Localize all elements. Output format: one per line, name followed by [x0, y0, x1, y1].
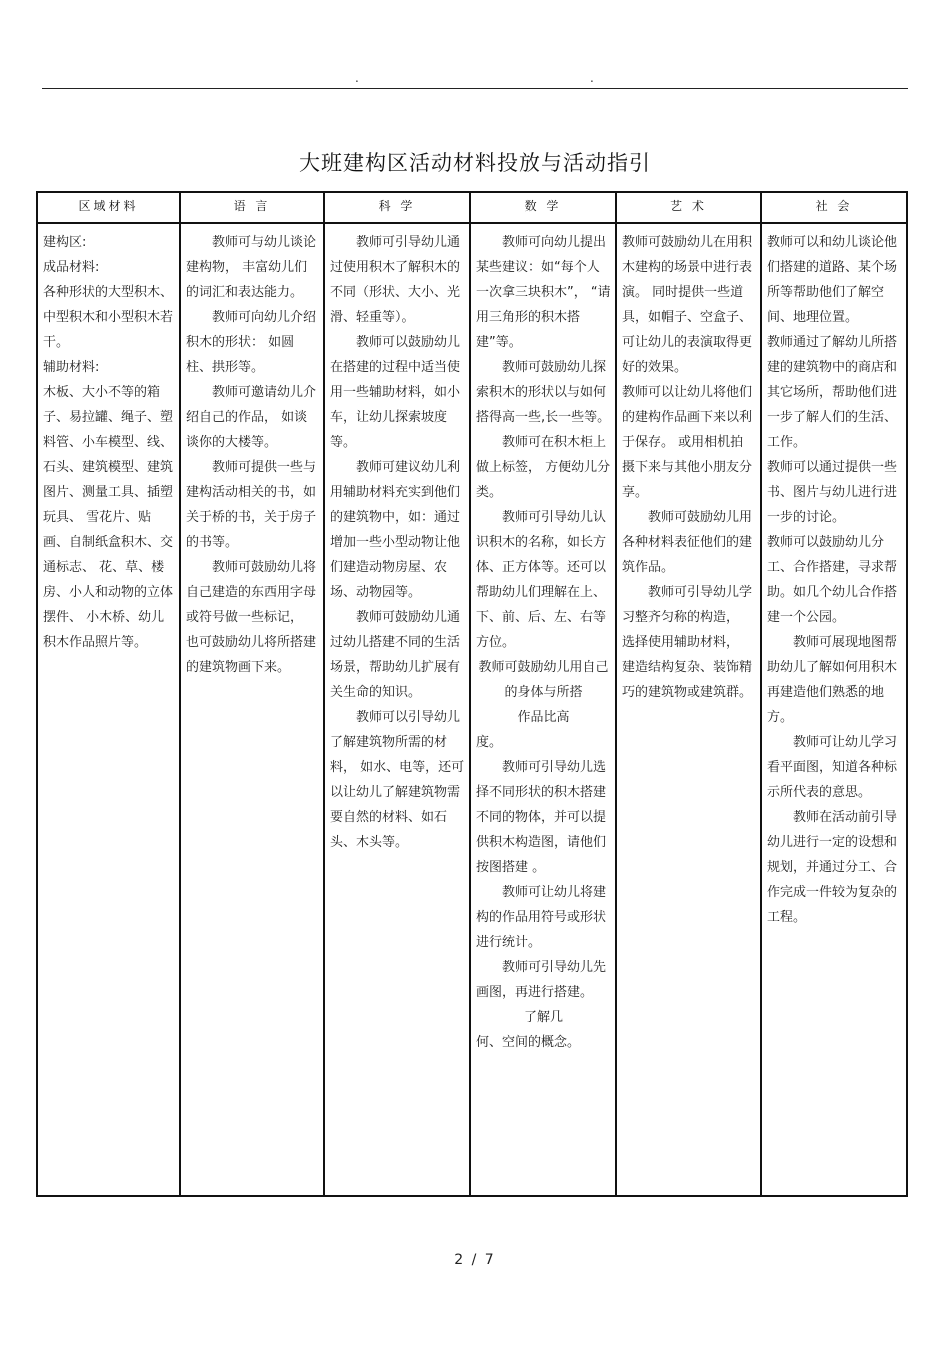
cell-paragraph: 各种形状的大型积木、中型积木和小型积木若干。 — [43, 285, 174, 350]
header-cell-materials: 区域材料 — [37, 192, 180, 223]
cell-paragraph: 教师可以让幼儿将他们的建构作品画下来以利于保存。 或用相机拍摄下来与其他小朋友分享。 — [622, 385, 753, 500]
header-cell-society: 社 会 — [761, 192, 907, 223]
cell-paragraph: 教师可与幼儿谈论建构物， 丰富幼儿们的词汇和表达能力。 — [186, 235, 317, 300]
header-cell-math: 数 学 — [470, 192, 616, 223]
table-row — [37, 223, 907, 1196]
cell-paragraph: 教师可鼓励幼儿探索积木的形状以与如何搭得高一些,长一些等。 — [476, 360, 611, 425]
cell-paragraph: 教师可以和幼儿谈论他们搭建的道路、某个场所等帮助他们了解空间、地理位置。 — [767, 235, 898, 325]
document-title: 大班建构区活动材料投放与活动指引 — [299, 151, 651, 175]
cell-paragraph: 教师可引导幼儿通过使用积木了解积木的不同（形状、大小、光滑、轻重等）。 — [330, 235, 461, 325]
cell-paragraph: 教师可鼓励幼儿用各种材料表征他们的建筑作品。 — [622, 510, 753, 575]
cell-paragraph: 教师可鼓励幼儿将自己建造的东西用字母或符号做一些标记， 也可鼓励幼儿将所搭建的建筑物画下来。 — [186, 560, 317, 675]
table-header-row — [37, 192, 907, 223]
column-language — [181, 224, 323, 680]
cell-paragraph: 教师可以鼓励幼儿分工、合作搭建，寻求帮助。如几个幼儿合作搭建一个公园。 — [767, 535, 898, 625]
cell-paragraph: 教师可提供一些与建构活动相关的书，如关于桥的书，关于房子的书等。 — [186, 460, 317, 550]
cell-paragraph: 教师通过了解幼儿所搭建的建筑物中的商店和其它场所，帮助他们进一步了解人们的生活、 工作。 — [767, 335, 898, 450]
cell-paragraph: 何、空间的概念。 — [476, 1035, 581, 1050]
cell-paragraph: 教师可让幼儿将建构的作品用符号或形状进行统计。 — [476, 885, 607, 950]
column-math — [471, 224, 615, 1055]
cell-paragraph: 教师可引导幼儿认识积木的名称，如长方体、正方体等。还可以帮助幼儿们理解在上、下、前、后、左、右等方位。 — [476, 510, 607, 650]
activity-table — [36, 191, 908, 1197]
header-rule — [42, 88, 908, 89]
column-science — [325, 224, 469, 855]
cell-paragraph: 建构区: — [43, 235, 87, 250]
cell-paragraph: 教师可建议幼儿利用辅助材料充实到他们的建筑物中，如：通过增加一些小型动物让他们建造动物房屋、农场、动物园等。 — [330, 460, 461, 600]
column-society — [762, 224, 906, 930]
header-cell-science: 科 学 — [324, 192, 470, 223]
cell-paragraph: 教师可引导幼儿选择不同形状的积木搭建不同的物体，并可以提供积木构造图，请他们按图搭建 。 — [476, 760, 607, 875]
cell-paragraph: 木板、大小不等的箱子、易拉罐、绳子、塑料管、小车模型、线、石头、建筑模型、建筑图片、测量工具、插塑玩具、 雪花片、贴画、自制纸盒积木、交通标志、 花、草、楼房、小人和动物的立体摆件、 小木桥、幼儿积木作品照片等。 — [43, 385, 174, 650]
header-cell-language: 语 言 — [180, 192, 324, 223]
cell-paragraph: 作品比高 — [517, 710, 570, 725]
cell-paragraph: 教师可展现地图帮助幼儿了解如何用积木再建造他们熟悉的地方。 — [767, 635, 898, 725]
cell-paragraph: 成品材料: — [43, 260, 100, 275]
column-art — [617, 224, 760, 705]
cell-paragraph: 教师可引导幼儿学习整齐匀称的构造， 选择使用辅助材料， 建造结构复杂、装饰精巧的建筑物或建筑群。 — [622, 585, 753, 700]
cell-paragraph: 教师可以引导幼儿了解建筑物所需的材料， 如水、电等，还可以让幼儿了解建筑物需要自然的材料、如石头、木头等。 — [330, 710, 465, 850]
cell-paragraph: 教师可向幼儿提出某些建议：如“每个人一次拿三块积木”， “请用三角形的积木搭建”等。 — [476, 235, 611, 350]
cell-paragraph: 教师可邀请幼儿介绍自己的作品， 如谈谈你的大楼等。 — [186, 385, 317, 450]
cell-paragraph: 教师可以鼓励幼儿在搭建的过程中适当使用一些辅助材料，如小车，让幼儿探索坡度等。 — [330, 335, 461, 450]
cell-paragraph: 教师可在积木柜上做上标签， 方便幼儿分类。 — [476, 435, 611, 500]
cell-paragraph: 辅助材料: — [43, 360, 100, 375]
column-materials — [38, 224, 179, 655]
cell-paragraph: 教师可让幼儿学习看平面图，知道各种标示所代表的意思。 — [767, 735, 898, 800]
cell-paragraph: 教师可以通过提供一些书、图片与幼儿进行进一步的讨论。 — [767, 460, 898, 525]
cell-paragraph: 了解几 — [523, 1010, 563, 1025]
header-dot-right: . — [590, 71, 594, 85]
header-dot-left: . — [355, 71, 359, 85]
page-number: 2 / 7 — [454, 1252, 496, 1268]
cell-paragraph: 度。 — [476, 735, 503, 750]
cell-paragraph: 教师可鼓励幼儿在用积木建构的场景中进行表演。 同时提供一些道具，如帽子、空盒子、可让幼儿的表演取得更好的效果。 — [622, 235, 753, 375]
cell-paragraph: 教师可鼓励幼儿用自己的身体与所搭 — [478, 660, 609, 700]
cell-paragraph: 教师在活动前引导幼儿进行一定的设想和规划，并通过分工、合作完成一件较为复杂的工程。 — [767, 810, 898, 925]
cell-paragraph: 教师可向幼儿介绍积木的形状： 如圆柱、拱形等。 — [186, 310, 317, 375]
cell-paragraph: 教师可鼓励幼儿通过幼儿搭建不同的生活场景，帮助幼儿扩展有关生命的知识。 — [330, 610, 461, 700]
cell-paragraph: 教师可引导幼儿先画图，再进行搭建。 — [476, 960, 607, 1000]
header-cell-art: 艺 术 — [616, 192, 761, 223]
